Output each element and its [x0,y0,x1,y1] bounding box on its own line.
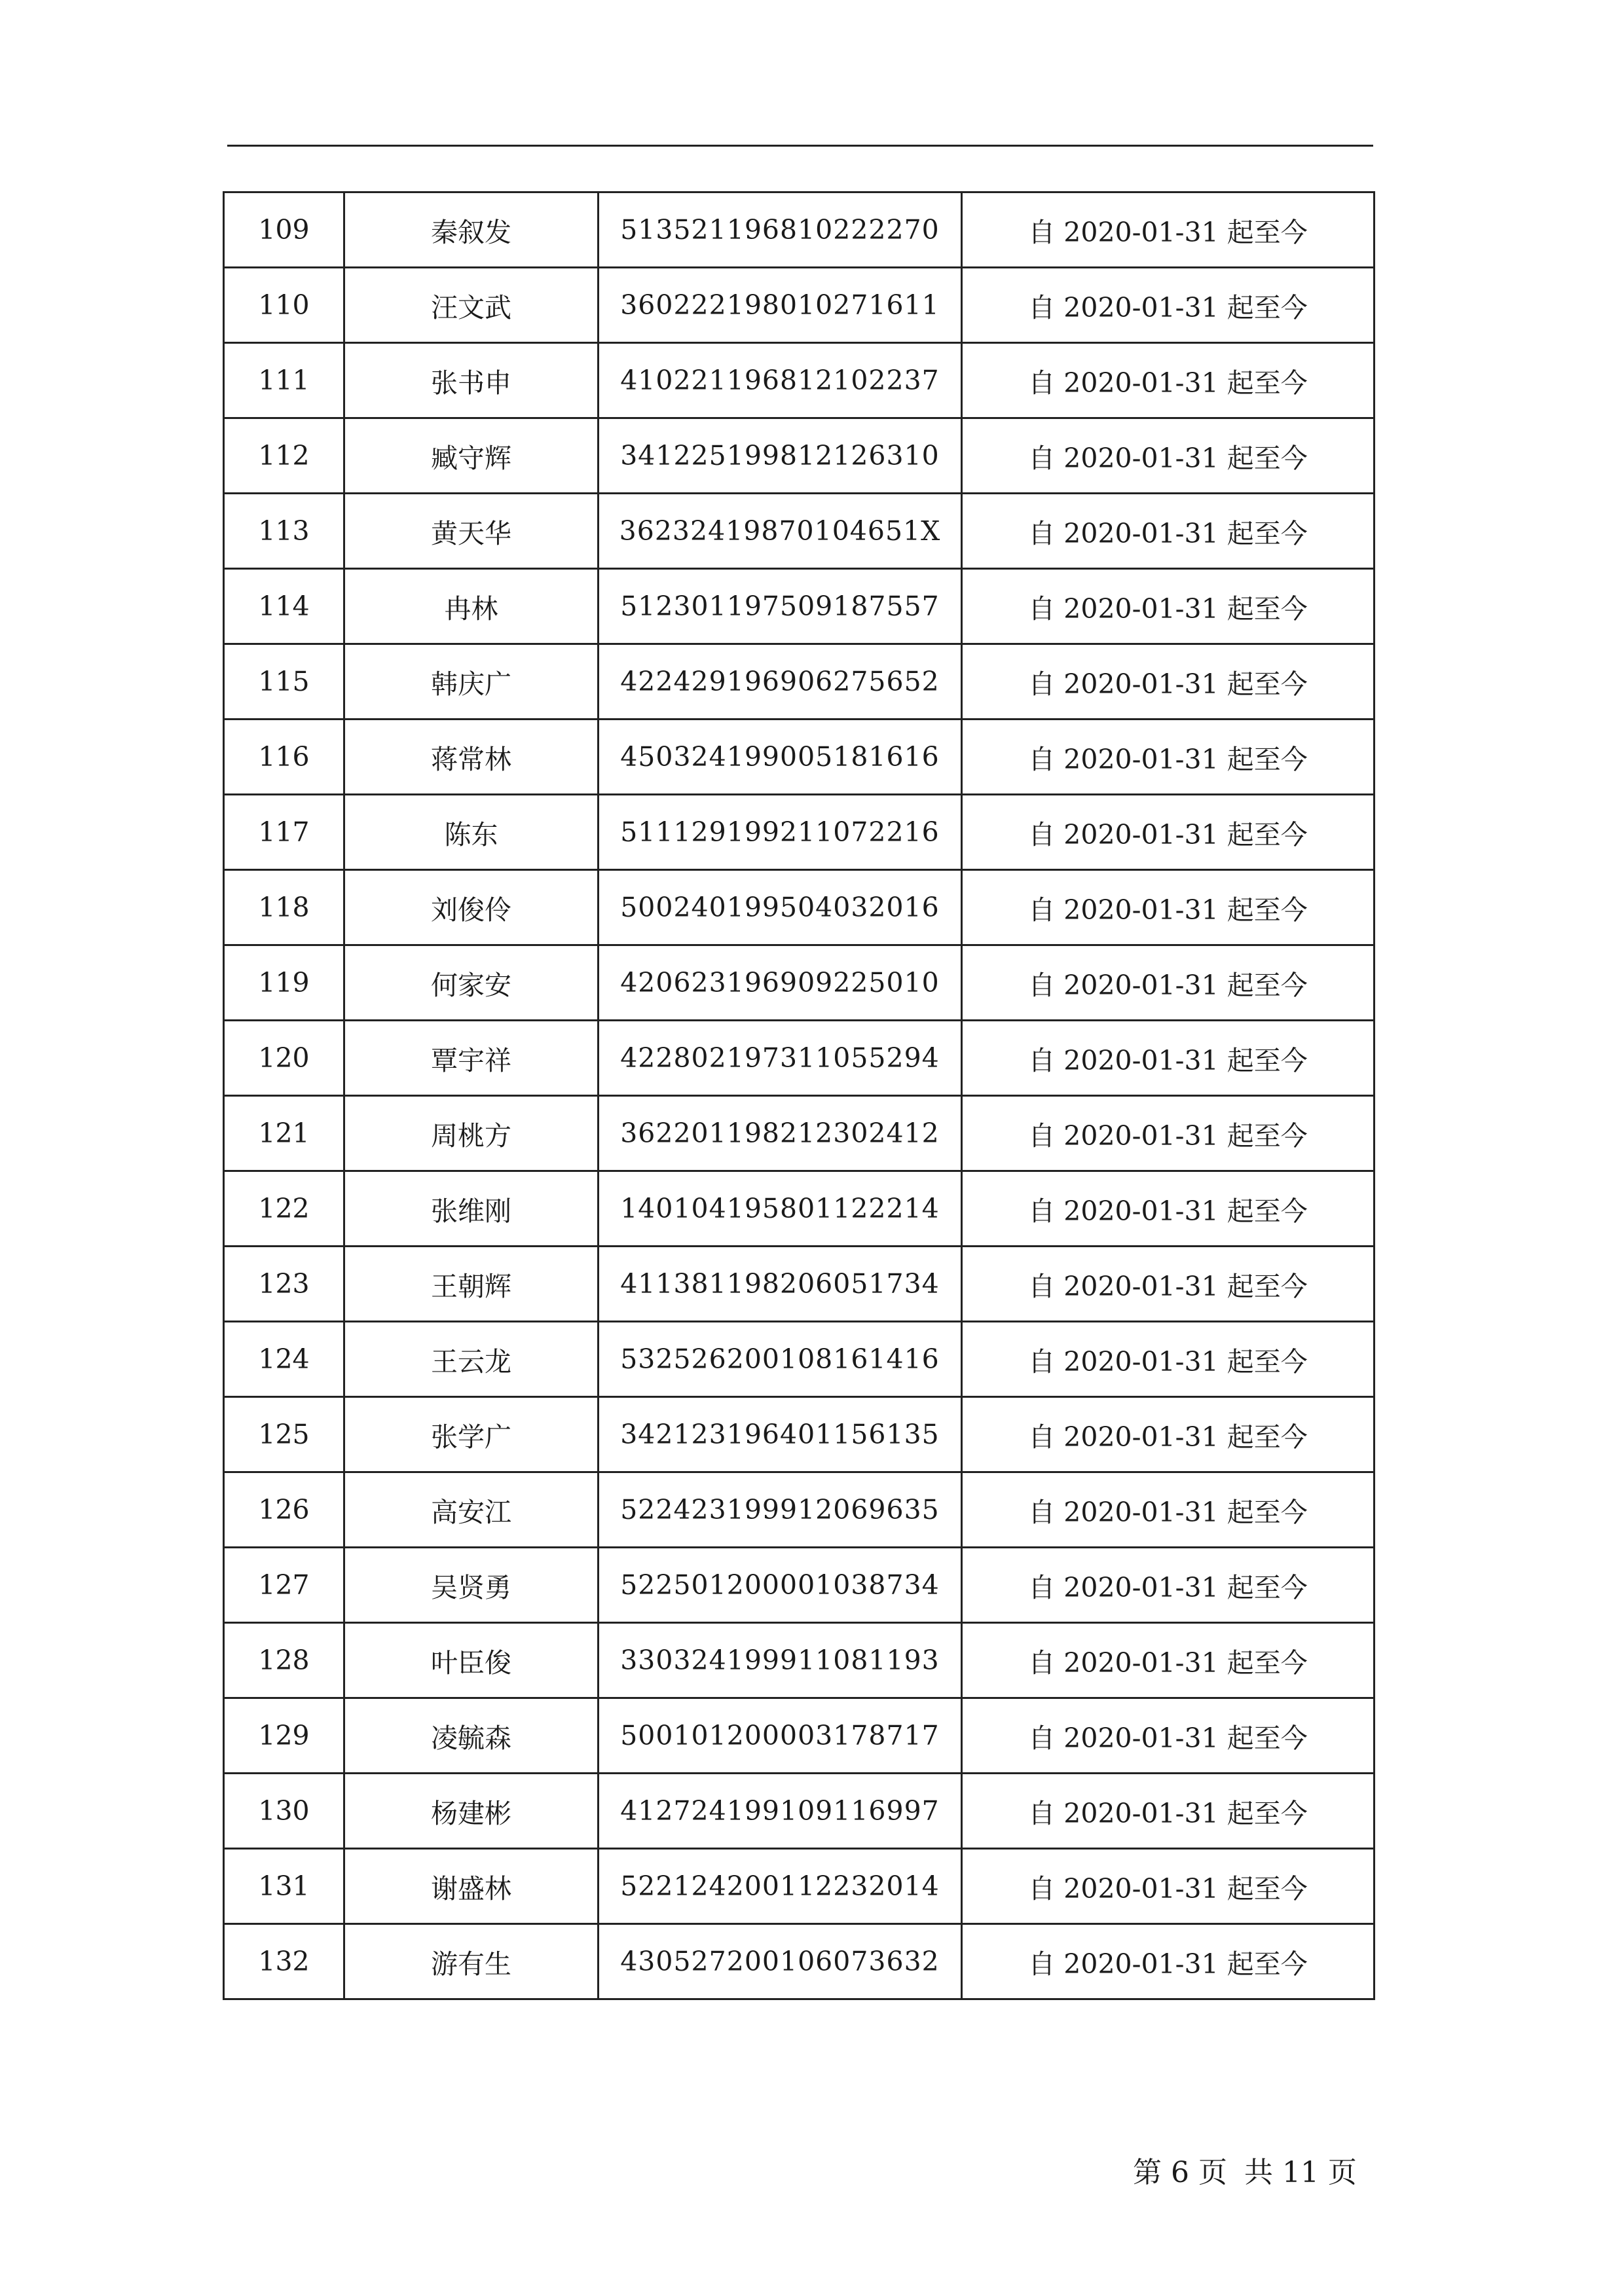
row-number: 114 [224,569,344,644]
id-number: 410221196812102237 [599,343,962,418]
table-row [224,1924,1375,1999]
person-name: 臧守辉 [344,418,599,494]
id-number: 500101200003178717 [599,1698,962,1774]
table-row [224,1548,1375,1623]
table-row [224,192,1375,268]
table-row [224,268,1375,343]
effective-period: 自 2020-01-31 起至今 [962,268,1375,343]
table-row [224,1774,1375,1849]
table-row [224,644,1375,720]
row-number: 117 [224,795,344,870]
person-name: 张学广 [344,1397,599,1472]
roster-table-body [224,192,1375,1999]
effective-period: 自 2020-01-31 起至今 [962,192,1375,268]
row-number: 110 [224,268,344,343]
person-name: 王云龙 [344,1322,599,1397]
row-number: 116 [224,720,344,795]
row-number: 129 [224,1698,344,1774]
table-row [224,569,1375,644]
table-row [224,870,1375,945]
person-name: 凌毓森 [344,1698,599,1774]
effective-period: 自 2020-01-31 起至今 [962,1247,1375,1322]
effective-period: 自 2020-01-31 起至今 [962,945,1375,1021]
effective-period: 自 2020-01-31 起至今 [962,1472,1375,1548]
person-name: 王朝辉 [344,1247,599,1322]
person-name: 谢盛林 [344,1849,599,1924]
effective-period: 自 2020-01-31 起至今 [962,494,1375,569]
effective-period: 自 2020-01-31 起至今 [962,1171,1375,1247]
effective-period: 自 2020-01-31 起至今 [962,1774,1375,1849]
table-row [224,945,1375,1021]
id-number: 511129199211072216 [599,795,962,870]
effective-period: 自 2020-01-31 起至今 [962,343,1375,418]
person-name: 陈东 [344,795,599,870]
table-row [224,1623,1375,1698]
row-number: 131 [224,1849,344,1924]
person-name: 汪文武 [344,268,599,343]
person-name: 蒋常林 [344,720,599,795]
row-number: 127 [224,1548,344,1623]
row-number: 123 [224,1247,344,1322]
row-number: 128 [224,1623,344,1698]
page-footer [1133,2149,1357,2191]
roster-table [223,191,1375,2000]
effective-period: 自 2020-01-31 起至今 [962,1021,1375,1096]
person-name: 张维刚 [344,1171,599,1247]
id-number: 36232419870104651X [599,494,962,569]
effective-period: 自 2020-01-31 起至今 [962,720,1375,795]
effective-period: 自 2020-01-31 起至今 [962,1623,1375,1698]
id-number: 362201198212302412 [599,1096,962,1171]
id-number: 360222198010271611 [599,268,962,343]
id-number: 140104195801122214 [599,1171,962,1247]
row-number: 132 [224,1924,344,1999]
effective-period: 自 2020-01-31 起至今 [962,1096,1375,1171]
effective-period: 自 2020-01-31 起至今 [962,644,1375,720]
id-number: 512301197509187557 [599,569,962,644]
effective-period: 自 2020-01-31 起至今 [962,418,1375,494]
effective-period: 自 2020-01-31 起至今 [962,1924,1375,1999]
id-number: 420623196909225010 [599,945,962,1021]
row-number: 113 [224,494,344,569]
id-number: 450324199005181616 [599,720,962,795]
effective-period: 自 2020-01-31 起至今 [962,1849,1375,1924]
id-number: 430527200106073632 [599,1924,962,1999]
person-name: 韩庆广 [344,644,599,720]
table-row [224,1322,1375,1397]
table-row [224,343,1375,418]
table-row [224,1397,1375,1472]
effective-period: 自 2020-01-31 起至今 [962,1548,1375,1623]
row-number: 130 [224,1774,344,1849]
row-number: 126 [224,1472,344,1548]
effective-period: 自 2020-01-31 起至今 [962,870,1375,945]
person-name: 黄天华 [344,494,599,569]
row-number: 109 [224,192,344,268]
row-number: 122 [224,1171,344,1247]
row-number: 119 [224,945,344,1021]
table-row [224,1021,1375,1096]
id-number: 422429196906275652 [599,644,962,720]
table-row [224,1247,1375,1322]
effective-period: 自 2020-01-31 起至今 [962,1397,1375,1472]
row-number: 112 [224,418,344,494]
effective-period: 自 2020-01-31 起至今 [962,1322,1375,1397]
id-number: 522501200001038734 [599,1548,962,1623]
table-row [224,720,1375,795]
table-row [224,1849,1375,1924]
id-number: 342123196401156135 [599,1397,962,1472]
page-total: 共 11 页 [1244,2156,1357,2189]
id-number: 522423199912069635 [599,1472,962,1548]
person-name: 何家安 [344,945,599,1021]
id-number: 411381198206051734 [599,1247,962,1322]
row-number: 118 [224,870,344,945]
id-number: 412724199109116997 [599,1774,962,1849]
id-number: 330324199911081193 [599,1623,962,1698]
effective-period: 自 2020-01-31 起至今 [962,569,1375,644]
row-number: 115 [224,644,344,720]
id-number: 532526200108161416 [599,1322,962,1397]
header-rule [227,145,1373,147]
person-name: 秦叙发 [344,192,599,268]
id-number: 522124200112232014 [599,1849,962,1924]
row-number: 125 [224,1397,344,1472]
id-number: 500240199504032016 [599,870,962,945]
person-name: 杨建彬 [344,1774,599,1849]
table-row [224,795,1375,870]
row-number: 120 [224,1021,344,1096]
id-number: 422802197311055294 [599,1021,962,1096]
person-name: 张书申 [344,343,599,418]
person-name: 冉林 [344,569,599,644]
person-name: 叶臣俊 [344,1623,599,1698]
id-number: 341225199812126310 [599,418,962,494]
table-row [224,418,1375,494]
table-row [224,494,1375,569]
person-name: 周桃方 [344,1096,599,1171]
id-number: 513521196810222270 [599,192,962,268]
row-number: 121 [224,1096,344,1171]
table-row [224,1096,1375,1171]
row-number: 111 [224,343,344,418]
effective-period: 自 2020-01-31 起至今 [962,1698,1375,1774]
person-name: 高安江 [344,1472,599,1548]
effective-period: 自 2020-01-31 起至今 [962,795,1375,870]
person-name: 吴贤勇 [344,1548,599,1623]
table-row [224,1171,1375,1247]
page-number: 第 6 页 [1133,2156,1227,2189]
table-row [224,1698,1375,1774]
row-number: 124 [224,1322,344,1397]
person-name: 刘俊伶 [344,870,599,945]
person-name: 游有生 [344,1924,599,1999]
person-name: 覃宇祥 [344,1021,599,1096]
table-row [224,1472,1375,1548]
